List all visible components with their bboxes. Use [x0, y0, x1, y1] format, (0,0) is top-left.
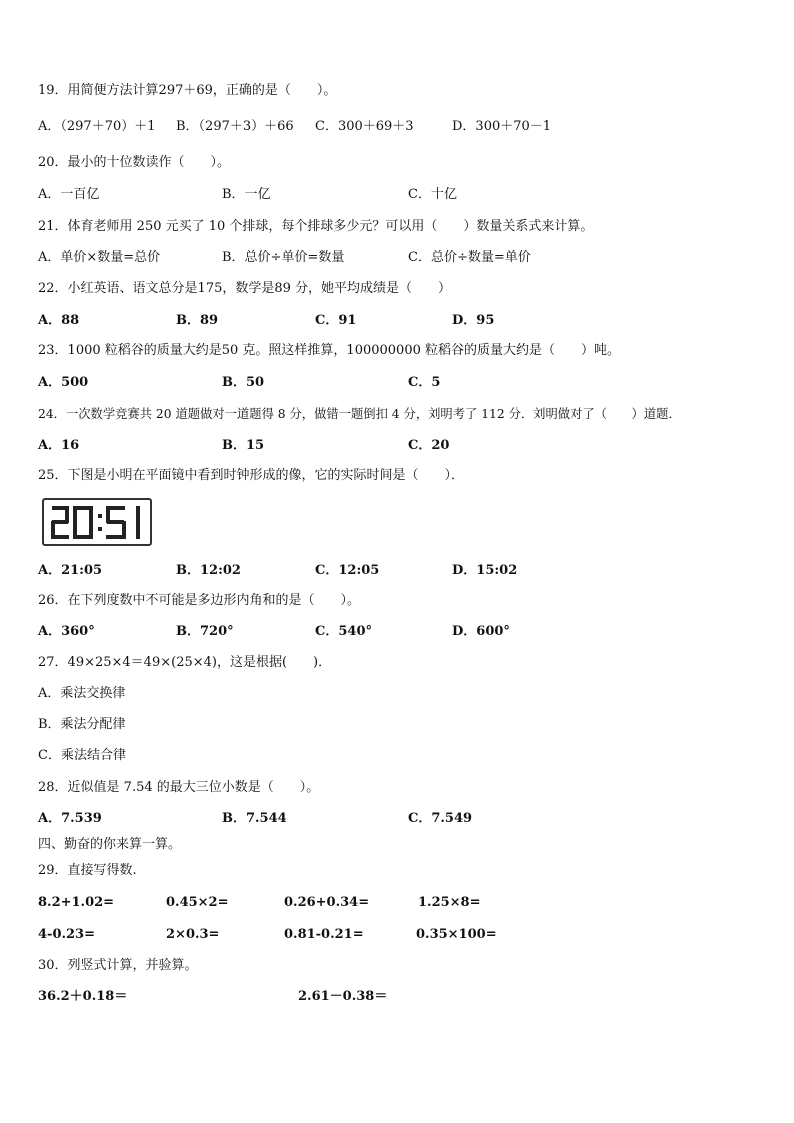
question-19-option-b: B．（297＋3）＋66	[176, 119, 294, 134]
question-19-stem: 19．用简便方法计算297＋69，正确的是（ ）。	[38, 83, 337, 98]
question-26-option-c: C．540°	[315, 624, 372, 639]
question-22-option-a: A．88	[38, 313, 80, 328]
question-26-stem: 26．在下列度数中不可能是多边形内角和的是（ ）。	[38, 593, 361, 608]
mental-math-item: 0.81-0.21=	[284, 927, 364, 942]
question-28-option-a: A．7.539	[38, 811, 102, 826]
vertical-calc-item: 36.2＋0.18＝	[38, 989, 128, 1004]
mental-math-item: 1.25×8=	[418, 895, 481, 910]
question-21-stem: 21．体育老师用 250 元买了 10 个排球，每个排球多少元？可以用（ ）数量关系式来计算。	[38, 219, 594, 234]
question-24-option-c: C．20	[408, 438, 450, 453]
question-19-option-c: C．300＋69＋3	[315, 119, 414, 134]
question-23-option-a: A．500	[38, 375, 89, 390]
mental-math-item: 0.45×2=	[166, 895, 229, 910]
question-27-option-c: C．乘法结合律	[38, 748, 126, 763]
question-20-option-b: B．一亿	[222, 187, 271, 202]
question-20-option-c: C．十亿	[408, 187, 457, 202]
mirrored-digital-clock	[42, 498, 152, 546]
question-22-stem: 22．小红英语、语文总分是175，数学是89 分，她平均成绩是（ ）	[38, 281, 452, 296]
question-28-option-b: B．7.544	[222, 811, 287, 826]
section-4-heading: 四、勤奋的你来算一算。	[38, 837, 182, 852]
question-22-option-b: B．89	[176, 313, 219, 328]
question-20-stem: 20．最小的十位数读作（ ）。	[38, 155, 231, 170]
clock-digits-20-51	[48, 504, 148, 542]
question-21-option-c: C．总价÷数量=单价	[408, 250, 531, 265]
mental-math-item: 8.2+1.02=	[38, 895, 115, 910]
mental-math-item: 4-0.23=	[38, 927, 95, 942]
mental-math-item: 0.35×100=	[416, 927, 497, 942]
question-24-option-a: A．16	[38, 438, 80, 453]
question-23-option-b: B．50	[222, 375, 265, 390]
question-19-option-d: D．300＋70－1	[452, 119, 552, 134]
question-22-option-d: D．95	[452, 313, 495, 328]
question-22-option-c: C．91	[315, 313, 357, 328]
question-25-option-a: A．21:05	[38, 563, 103, 578]
question-30-stem: 30．列竖式计算，并验算。	[38, 958, 198, 973]
question-19-option-a: A．（297＋70）＋1	[38, 119, 156, 134]
question-28-option-c: C．7.549	[408, 811, 473, 826]
question-23-option-c: C．5	[408, 375, 441, 390]
question-28-stem: 28．近似值是 7.54 的最大三位小数是（ ）。	[38, 780, 320, 795]
question-26-option-d: D．600°	[452, 624, 510, 639]
question-25-option-b: B．12:02	[176, 563, 241, 578]
vertical-calc-item: 2.61－0.38＝	[298, 989, 388, 1004]
question-25-stem: 25．下图是小明在平面镜中看到时钟形成的像，它的实际时间是（ ）．	[38, 468, 465, 483]
mental-math-item: 2×0.3=	[166, 927, 220, 942]
question-20-option-a: A．一百亿	[38, 187, 100, 202]
question-24-option-b: B．15	[222, 438, 265, 453]
question-21-option-b: B．总价÷单价=数量	[222, 250, 345, 265]
question-26-option-a: A．360°	[38, 624, 95, 639]
question-21-option-a: A．单价×数量=总价	[38, 250, 161, 265]
mental-math-item: 0.26+0.34=	[284, 895, 370, 910]
question-24-stem: 24．一次数学竞赛共 20 道题做对一道题得 8 分，做错一题倒扣 4 分，刘明考了 112 分．刘明做对了（ ）道题．	[38, 407, 681, 421]
question-27-option-a: A．乘法交换律	[38, 686, 126, 701]
question-27-option-b: B．乘法分配律	[38, 717, 126, 732]
question-25-option-d: D．15:02	[452, 563, 518, 578]
question-27-stem: 27．49×25×4＝49×(25×4)，这是根据( )．	[38, 655, 332, 670]
question-26-option-b: B．720°	[176, 624, 234, 639]
question-23-stem: 23．1000 粒稻谷的质量大约是50 克。照这样推算，100000000 粒稻谷的质量大约是（ ）吨。	[38, 343, 621, 358]
question-29-stem: 29．直接写得数.	[38, 863, 137, 878]
question-25-option-c: C．12:05	[315, 563, 380, 578]
